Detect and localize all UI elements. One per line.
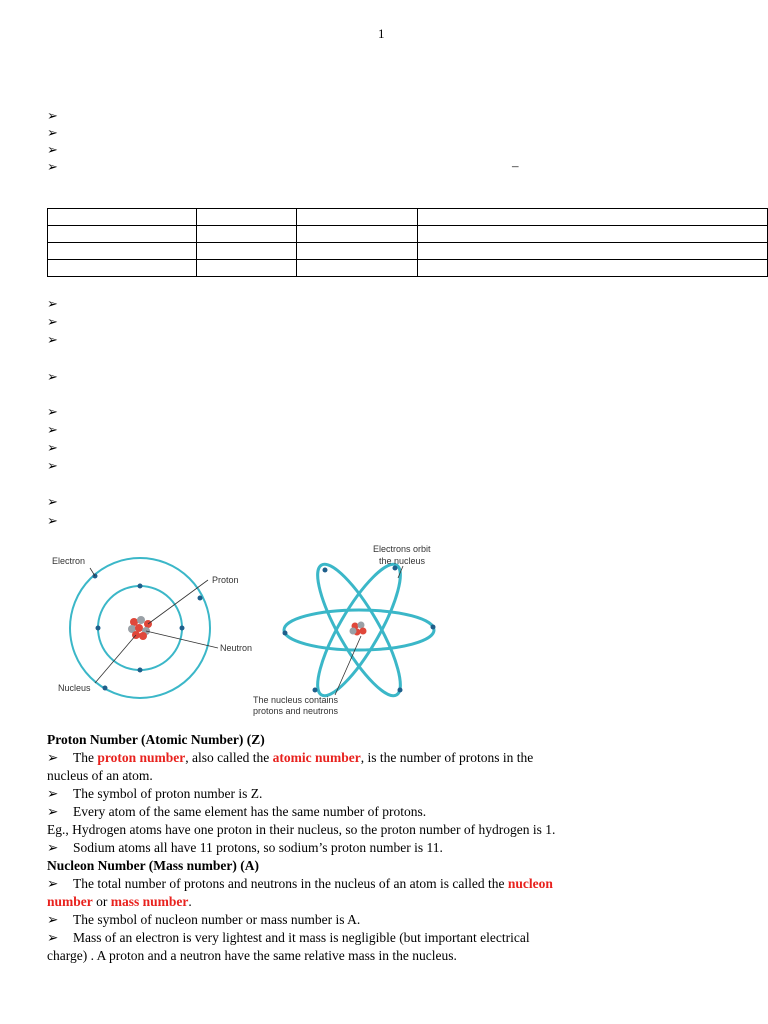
bullet-arrow: ➢ xyxy=(47,159,58,174)
bullet-arrow: ➢ xyxy=(47,786,59,801)
bullet-arrow: ➢ xyxy=(47,876,59,891)
bullet-arrow: ➢ xyxy=(47,440,58,455)
bullet-arrow: ➢ xyxy=(47,314,58,329)
atom-shell-diagram xyxy=(40,548,270,718)
text-run: The total number of protons and neutrons in the nucleus of an atom is called the xyxy=(73,876,508,891)
table-cell xyxy=(418,243,768,260)
table-cell xyxy=(418,260,768,277)
bullet-arrow: ➢ xyxy=(47,108,58,123)
text-run: The symbol of nucleon number or mass number is A. xyxy=(73,912,361,927)
text-run: The xyxy=(73,750,98,765)
table-cell xyxy=(197,209,297,226)
mass-symbol-line xyxy=(47,911,647,929)
hydrogen-example: Eg., Hydrogen atoms have one proton in their nucleus, so the proton number of hydrogen is 1. xyxy=(47,822,556,837)
bullet-arrow: ➢ xyxy=(47,458,58,473)
table-cell xyxy=(48,260,197,277)
text-line: nucleus of an atom. xyxy=(47,768,153,783)
bullet-arrow: ➢ xyxy=(47,494,58,509)
bullet-arrow: ➢ xyxy=(47,840,59,855)
stray-dash: – xyxy=(512,158,519,173)
empty-table xyxy=(47,208,768,277)
bullet-arrow: ➢ xyxy=(47,930,59,945)
text-run: The symbol of proton number is Z. xyxy=(73,786,263,801)
electron-mass-line xyxy=(47,929,647,947)
nucleon-definition-cont xyxy=(47,893,647,911)
table-cell xyxy=(48,226,197,243)
orbit-label-line1: Electrons orbit xyxy=(373,544,431,554)
nucleus-cluster xyxy=(128,616,152,640)
text-run: . xyxy=(188,894,192,909)
term-mass-number: mass number xyxy=(110,894,189,909)
bullet-arrow: ➢ xyxy=(47,142,58,157)
nucleus-contains-line2: protons and neutrons xyxy=(253,706,339,716)
term-number: number xyxy=(47,894,93,909)
table-row xyxy=(48,243,768,260)
table-cell xyxy=(296,226,417,243)
page-number: 1 xyxy=(378,26,385,41)
bullet-arrow: ➢ xyxy=(47,513,58,528)
table-cell xyxy=(418,209,768,226)
bullet-arrow: ➢ xyxy=(47,750,59,765)
bullet-arrow: ➢ xyxy=(47,804,59,819)
text-run: , also called the xyxy=(185,750,273,765)
proton-label: Proton xyxy=(212,575,239,585)
text-run: Mass of an electron is very lightest and it mass is negligible (but important electrical xyxy=(73,930,530,945)
text-run: Sodium atoms all have 11 protons, so sodium’s proton number is 11. xyxy=(73,840,443,855)
term-nucleon: nucleon xyxy=(507,876,553,891)
nucleus-contains-line1: The nucleus contains xyxy=(253,695,339,705)
table-cell xyxy=(296,209,417,226)
proton-symbol-line xyxy=(47,785,647,803)
electron-label: Electron xyxy=(52,556,86,566)
table-cell xyxy=(296,243,417,260)
table-cell xyxy=(197,243,297,260)
text-run: Every atom of the same element has the same number of protons. xyxy=(73,804,427,819)
bullet-arrow: ➢ xyxy=(47,332,58,347)
sodium-example xyxy=(47,839,647,857)
term-atomic-number: atomic number xyxy=(272,750,361,765)
proton-number-heading: Proton Number (Atomic Number) (Z) xyxy=(47,732,265,747)
table-cell xyxy=(418,226,768,243)
bullet-arrow: ➢ xyxy=(47,296,58,311)
relative-mass-line: charge) . A proton and a neutron have the same relative mass in the nucleus. xyxy=(47,948,457,963)
text-run: , is the number of protons in the xyxy=(360,750,534,765)
table-row xyxy=(48,226,768,243)
nucleon-number-heading: Nucleon Number (Mass number) (A) xyxy=(47,858,259,873)
orbit-label-line2: the nucleus xyxy=(379,556,426,566)
proton-number-definition xyxy=(47,749,647,767)
table-row xyxy=(48,260,768,277)
bullet-arrow: ➢ xyxy=(47,125,58,140)
orbit-nucleus xyxy=(350,622,367,636)
bullet-arrow: ➢ xyxy=(47,422,58,437)
bullet-arrow: ➢ xyxy=(47,369,58,384)
bullet-arrow: ➢ xyxy=(47,912,59,927)
table-cell xyxy=(48,243,197,260)
nucleon-definition xyxy=(47,875,647,893)
table-row xyxy=(48,209,768,226)
nucleus-label: Nucleus xyxy=(58,683,91,693)
atom-orbit-diagram xyxy=(253,540,475,720)
neutron-label: Neutron xyxy=(220,643,253,653)
table-cell xyxy=(197,260,297,277)
table-cell xyxy=(197,226,297,243)
term-proton-number: proton number xyxy=(97,750,186,765)
table-cell xyxy=(48,209,197,226)
text-run: or xyxy=(92,894,111,909)
bullet-arrow: ➢ xyxy=(47,404,58,419)
table-cell xyxy=(296,260,417,277)
orbit-electrons xyxy=(283,566,436,693)
same-protons-line xyxy=(47,803,647,821)
